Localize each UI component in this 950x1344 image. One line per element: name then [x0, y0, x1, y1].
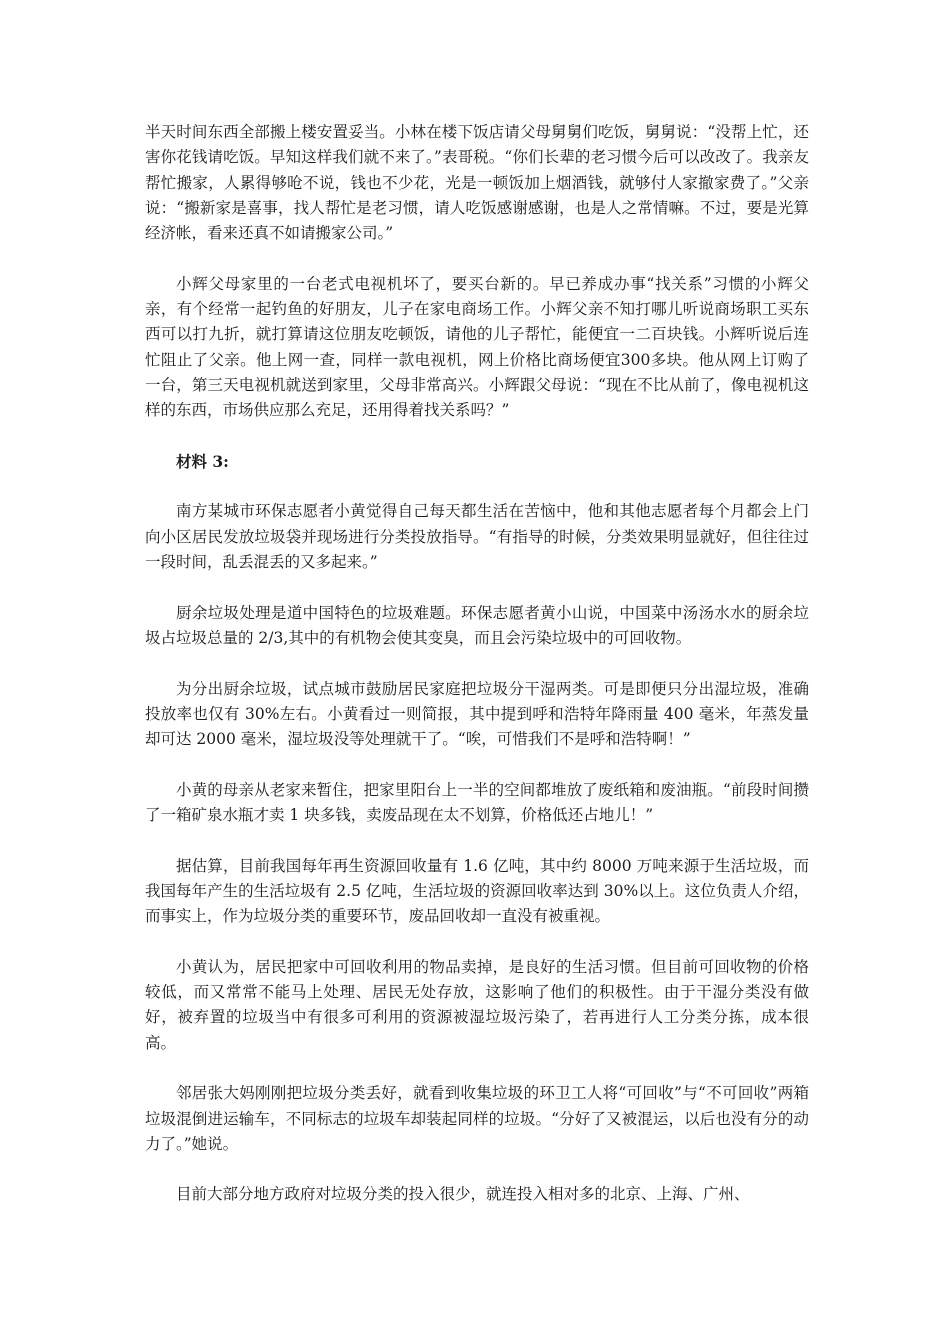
paragraph-mother-recycling: 小黄的母亲从老家来暂住，把家里阳台上一半的空间都堆放了废纸箱和废油瓶。“前段时间攒了一箱矿泉水瓶才卖 1 块多钱，卖废品现在太不划算，价格低还占地儿！”: [145, 780, 809, 825]
paragraph-recycling-statistics: 据估算，目前我国每年再生资源回收量有 1.6 亿吨，其中约 8000 万吨来源于生活垃圾，而我国每年产生的生活垃圾有 2.5 亿吨，生活垃圾的资源回收率达到 30%以上。这位负责人介绍，而事实上，作为垃圾分类的重要环节，废品回收却一直没有被重视。: [145, 856, 809, 926]
paragraph-recyclable-prices: 小黄认为，居民把家中可回收利用的物品卖掉，是良好的生活习惯。但目前可回收物的价格较低，而又常常不能马上处理、居民无处存放，这影响了他们的积极性。由于干湿分类没有做好，被弃置的垃圾当中有很多可利用的资源被湿垃圾污染了，若再进行人工分类分拣，成本很高。: [145, 957, 809, 1052]
paragraph-dry-wet-sorting: 为分出厨余垃圾，试点城市鼓励居民家庭把垃圾分干湿两类。可是即便只分出湿垃圾，准确投放率也仅有 30%左右。小黄看过一则简报，其中提到呼和浩特年降雨量 400 毫米，年蒸发量却可达 2000 毫米，湿垃圾没等处理就干了。“唉，可惜我们不是呼和浩特啊！”: [145, 679, 809, 749]
document-body: [145, 120, 809, 1233]
paragraph-moving-family: 半天时间东西全部搬上楼安置妥当。小林在楼下饭店请父母舅舅们吃饭，舅舅说：“没帮上忙，还害你花钱请吃饭。早知这样我们就不来了。”表哥税。“你们长辈的老习惯今后可以改改了。我亲友帮忙搬家，人累得够呛不说，钱也不少花，光是一顿饭加上烟酒钱，就够付人家撤家费了。”父亲说：“搬新家是喜事，找人帮忙是老习惯，请人吃饭感谢感谢，也是人之常情嘛。不过，要是光算经济帐，看来还真不如请搬家公司。”: [145, 123, 809, 243]
paragraph-tv-purchase: 小辉父母家里的一台老式电视机坏了，要买台新的。早已养成办事“找关系”习惯的小辉父亲，有个经常一起钓鱼的好朋友，儿子在家电商场工作。小辉父亲不知打哪儿听说商场职工买东西可以打九折，就打算请这位朋友吃顿饭，请他的儿子帮忙，能便宜一二百块钱。小辉听说后连忙阻止了父亲。他上网一查，同样一款电视机，网上价格比商场便宜300多块。他从网上订购了一台，第三天电视机就送到家里，父母非常高兴。小辉跟父母说：“现在不比从前了，像电视机这样的东西，市场供应那么充足，还用得着找关系吗？”: [145, 274, 809, 420]
paragraph-volunteer-xiaohuang: 南方某城市环保志愿者小黄觉得自己每天都生活在苦恼中，他和其他志愿者每个月都会上门向小区居民发放垃圾袋并现场进行分类投放指导。“有指导的时候，分类效果明显就好，但往往过一段时间，乱丢混丢的又多起来。”: [145, 502, 809, 572]
paragraph-government-investment: 目前大部分地方政府对垃圾分类的投入很少，就连投入相对多的北京、上海、广州、: [176, 1185, 750, 1204]
section-heading-material-3: 材料 3:: [176, 451, 229, 471]
paragraph-mixed-transport: 邻居张大妈刚刚把垃圾分类丢好，就看到收集垃圾的环卫工人将“可回收”与“不可回收”两箱垃圾混倒进运输车，不同标志的垃圾车却装起同样的垃圾。“分好了又被混运，以后也没有分的动力了。”她说。: [145, 1084, 809, 1153]
paragraph-kitchen-waste: 厨余垃圾处理是道中国特色的垃圾难题。环保志愿者黄小山说，中国菜中汤汤水水的厨余垃圾占垃圾总量的 2/3,其中的有机物会使其变臭，而且会污染垃圾中的可回收物。: [145, 603, 809, 647]
